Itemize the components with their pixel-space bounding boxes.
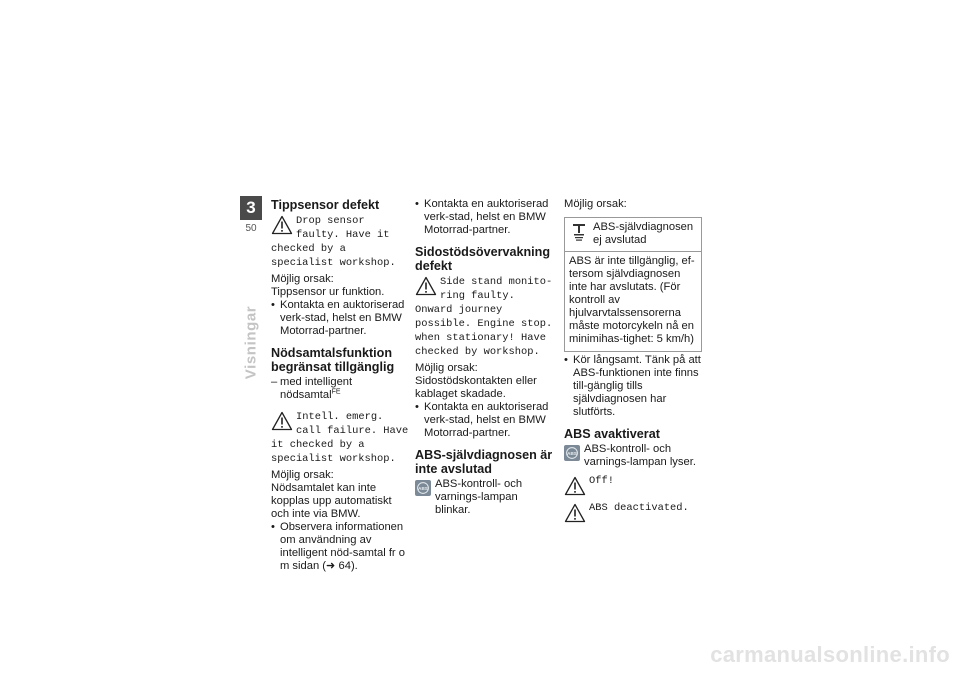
action-bullet: • Kontakta en auktoriserad verk-stad, helst en BMW Motorrad-partner. (415, 198, 553, 237)
section-title-abs-selfdiag: ABS-självdiagnosen är inte avslutad (415, 448, 553, 476)
warning-triangle-icon (564, 503, 586, 523)
message-text: ABS deactivated. (589, 502, 689, 514)
cause-label: Möjlig orsak: (415, 362, 478, 374)
display-message-drop-sensor (271, 214, 409, 270)
abs-lamp-icon (564, 445, 580, 461)
indicator-text: ABS-kontroll- och varnings-lampan lyser. (584, 443, 696, 468)
action-bullet: • Observera informationen om användning av intelligent nöd-samtal fr o m sidan (➜ 64). (271, 521, 409, 573)
cause-text: Tippsensor ur funktion. (271, 286, 385, 298)
section-title-abs-deactivated: ABS avaktiverat (564, 427, 660, 441)
cause-label: Möjlig orsak: (271, 273, 334, 285)
equipment-note: – med intelligent nödsamtal$^{FE}$ (271, 376, 409, 402)
section-title-side-stand: Sidostödsövervakning defekt (415, 245, 551, 273)
message-text: Intell. emerg. call failure. Have it checked by a specialist workshop. (271, 411, 409, 465)
cause-text: Sidostödskontakten eller kablaget skadade. (415, 375, 537, 400)
warning-triangle-icon (415, 276, 437, 296)
section-title-tip-sensor: Tippsensor defekt (271, 198, 380, 212)
info-box-title: ABS-självdiagnosen ej avslutad (593, 221, 694, 246)
indicator-abs-lit (564, 443, 702, 469)
indicator-abs-flashing (415, 478, 553, 517)
warning-triangle-icon (564, 476, 586, 496)
message-text: Side stand monito-ring faulty. Onward journey possible. Engine stop. when stationary! Have checked by workshop. (415, 276, 553, 358)
chapter-number: 3 (240, 196, 262, 220)
cause-label: Möjlig orsak: (564, 198, 627, 210)
column-2 (415, 198, 553, 519)
indicator-text: ABS-kontroll- och varnings-lampan blinkar. (435, 478, 523, 516)
chapter-title-vertical (242, 305, 260, 380)
info-box-body: ABS är inte tillgänglig, ef-tersom självdiagnosen inte har avslutats. (För kontroll av hjulvarvtalssensorerna måste motorcykeln nå en minimihas-tighet: 5 km/h) (569, 255, 695, 345)
warning-triangle-icon (271, 411, 293, 431)
display-message-abs-deactivated (564, 502, 702, 523)
display-message-emerg-call (271, 410, 409, 466)
action-bullet: • Kör långsamt. Tänk på att ABS-funktionen inte finns till-gänglig tills självdiagnosen har slutförts. (564, 354, 702, 419)
chapter-tab (240, 196, 262, 235)
action-bullet: • Kontakta en auktoriserad verk-stad, helst en BMW Motorrad-partner. (271, 299, 409, 338)
action-bullet: • Kontakta en auktoriserad verk-stad, helst en BMW Motorrad-partner. (415, 401, 553, 440)
display-message-side-stand (415, 275, 553, 359)
equipment-code: FE (331, 388, 341, 396)
warning-triangle-icon (271, 215, 293, 235)
message-text: Drop sensor faulty. Have it checked by a specialist workshop. (271, 215, 396, 269)
watermark: carmanualsonline.info (710, 642, 950, 667)
abs-lamp-icon (415, 480, 431, 496)
cause-label: Möjlig orsak: (271, 469, 334, 481)
section-title-emergency-call: Nödsamtalsfunktion begränsat tillgänglig (271, 346, 395, 374)
chapter-title: Visningar (242, 305, 260, 380)
cause-text: Nödsamtalet kan inte kopplas upp automatiskt och inte via BMW. (271, 482, 392, 520)
display-message-off (564, 475, 702, 496)
column-1 (271, 198, 409, 573)
page-reference-link[interactable]: (➜ 64). (322, 560, 358, 572)
info-box-header (565, 218, 701, 252)
message-text: Off! (589, 475, 614, 487)
column-3 (564, 198, 702, 524)
info-box (564, 217, 702, 352)
tool-icon (569, 221, 589, 245)
page-number: 50 (245, 223, 257, 234)
